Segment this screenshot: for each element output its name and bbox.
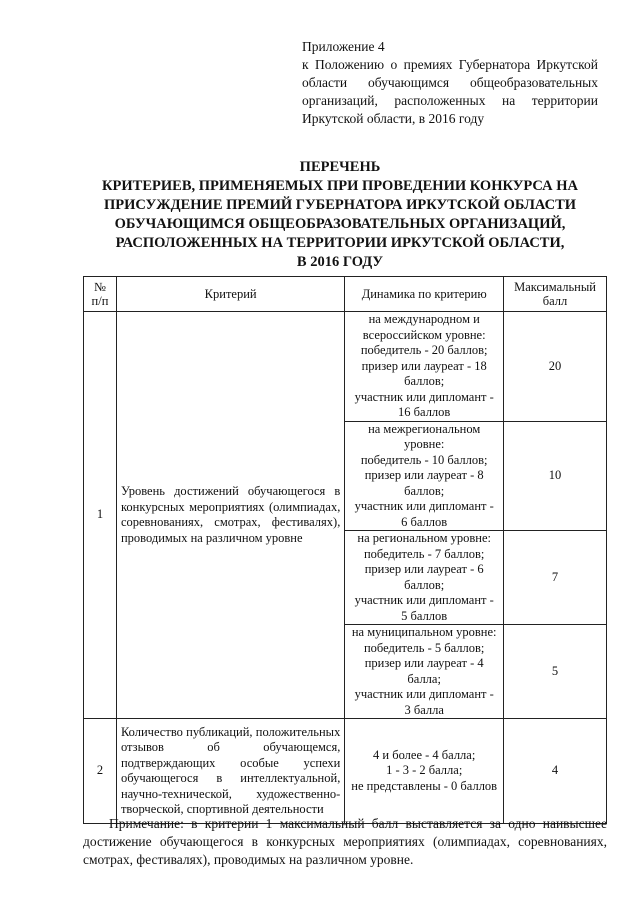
row-number: 2 xyxy=(84,719,117,824)
heading-line: КРИТЕРИЕВ, ПРИМЕНЯЕМЫХ ПРИ ПРОВЕДЕНИИ КОНКУРСА НА xyxy=(102,178,578,194)
dynamics-line: участник или дипломант - xyxy=(354,499,494,513)
dynamics-line: 5 баллов xyxy=(401,608,448,623)
dynamics-line: победитель - 7 баллов; xyxy=(363,546,485,561)
document-heading xyxy=(60,158,620,272)
dynamics-line: призер или лауреат - 8 xyxy=(364,468,484,482)
dynamics-line: всероссийском уровне: xyxy=(362,327,486,342)
dynamics-cell xyxy=(345,531,504,625)
max-score-cell: 7 xyxy=(504,531,607,625)
dynamics-line: баллов; xyxy=(404,374,445,388)
table-row xyxy=(84,312,607,422)
dynamics-line: участник или дипломант - xyxy=(354,389,494,404)
dynamics-line: 6 баллов xyxy=(401,514,448,529)
heading-line: РАСПОЛОЖЕННЫХ НА ТЕРРИТОРИИ ИРКУТСКОЙ ОБЛАСТИ, xyxy=(115,235,565,251)
dynamics-line: на международном и xyxy=(368,312,480,326)
dynamics-line: 3 балла xyxy=(404,702,444,717)
appendix-block xyxy=(302,38,598,128)
footnote: Примечание: в критерии 1 максимальный балл выставляется за одно наивысшее достижение обучающегося в конкурсных мероприятиях (олимпиадах, соревнованиях, смотрах, фестивалях), проводимых на различном уровне. xyxy=(83,816,607,867)
dynamics-line: участник или дипломант - xyxy=(354,593,494,607)
dynamics-line: призер или лауреат - 4 xyxy=(364,656,484,670)
dynamics-line: на региональном уровне: xyxy=(357,531,491,545)
dynamics-line: балла; xyxy=(407,671,441,686)
dynamics-line: победитель - 5 баллов; xyxy=(363,640,485,655)
dynamics-cell xyxy=(345,421,504,531)
header-num: № п/п xyxy=(84,277,117,312)
dynamics-line: победитель - 20 баллов; xyxy=(360,343,488,357)
max-score-cell: 5 xyxy=(504,625,607,719)
dynamics-line: участник или дипломант - xyxy=(354,687,494,701)
dynamics-line: победитель - 10 баллов; xyxy=(360,452,488,467)
dynamics-cell xyxy=(345,312,504,422)
header-max: Максимальный балл xyxy=(504,277,607,312)
header-criterion: Критерий xyxy=(116,277,344,312)
heading-line: ОБУЧАЮЩИМСЯ ОБЩЕОБРАЗОВАТЕЛЬНЫХ ОРГАНИЗАЦИЙ, xyxy=(114,216,566,232)
max-score-cell: 4 xyxy=(504,719,607,824)
dynamics-line: 1 - 3 - 2 балла; xyxy=(386,763,463,778)
dynamics-line: 16 баллов xyxy=(398,405,451,419)
dynamics-line: не представлены - 0 баллов xyxy=(351,778,498,793)
dynamics-line: на межрегиональном xyxy=(368,421,481,436)
heading-line: ПРИСУЖДЕНИЕ ПРЕМИЙ ГУБЕРНАТОРА ИРКУТСКОЙ ОБЛАСТИ xyxy=(103,197,577,213)
heading-line: ПЕРЕЧЕНЬ xyxy=(299,159,381,175)
dynamics-line: уровне: xyxy=(404,437,445,451)
dynamics-line: баллов; xyxy=(404,577,445,592)
dynamics-line: баллов; xyxy=(404,483,445,498)
row-number: 1 xyxy=(84,312,117,719)
appendix-title: Приложение 4 xyxy=(302,39,385,54)
table-row xyxy=(84,719,607,824)
criteria-table xyxy=(83,276,607,824)
dynamics-line: 4 и более - 4 балла; xyxy=(373,747,476,762)
dynamics-cell xyxy=(345,625,504,719)
heading-line: В 2016 ГОДУ xyxy=(296,254,384,270)
table-header-row xyxy=(84,277,607,312)
dynamics-line: на муниципальном уровне: xyxy=(351,625,497,639)
header-dynamics: Динамика по критерию xyxy=(345,277,504,312)
criterion-cell: Количество публикаций, положительных отзывов об обучающемся, подтверждающих особые успехи обучающегося в интеллектуальной, научно-технической, художественно-творческой, спортивной деятельности xyxy=(116,719,344,824)
appendix-body: к Положению о премиях Губернатора Иркутской области обучающимся общеобразовательных организаций, расположенных на территории Иркутской области, в 2016 году xyxy=(302,57,598,126)
dynamics-cell xyxy=(345,719,504,824)
max-score-cell: 20 xyxy=(504,312,607,422)
criterion-cell: Уровень достижений обучающегося в конкурсных мероприятиях (олимпиадах, соревнованиях, смотрах, фестивалях), проводимых на различном уровне xyxy=(116,312,344,719)
dynamics-line: призер или лауреат - 18 xyxy=(361,358,487,373)
dynamics-line: призер или лауреат - 6 xyxy=(364,562,484,576)
max-score-cell: 10 xyxy=(504,421,607,531)
